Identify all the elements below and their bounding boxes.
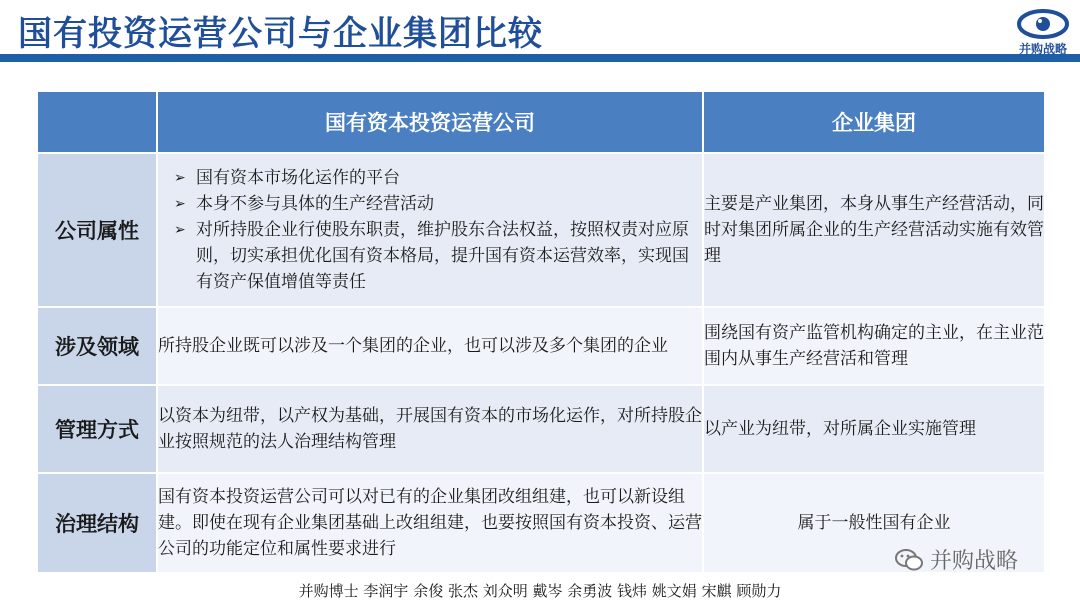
table-row-domain [37, 307, 1045, 385]
row-label: 管理方式 [37, 385, 157, 473]
watermark-text: 并购战略 [930, 549, 1019, 574]
footer-authors: 并购博士 李润宇 余俊 张杰 刘众明 戴岑 余勇波 钱炜 姚文娟 宋麒 顾勋力 [298, 582, 782, 600]
cell-state-capital: 所持股企业既可以涉及一个集团的企业，也可以涉及多个集团的企业 [157, 307, 703, 385]
table-row-management-method [37, 385, 1045, 473]
header-state-capital-company: 国有资本投资运营公司 [157, 91, 703, 153]
cell-enterprise-group: 围绕国有资产监管机构确定的主业，在主业范围内从事生产经营活和管理 [703, 307, 1045, 385]
cell-state-capital [157, 153, 703, 307]
wechat-icon [894, 548, 924, 572]
header-enterprise-group: 企业集团 [703, 91, 1045, 153]
title-underline [0, 54, 1080, 62]
bullet-item: ➢ 本身不参与具体的生产经营活动 [174, 191, 702, 217]
row-label: 涉及领域 [37, 307, 157, 385]
comparison-table [36, 90, 1046, 574]
bullet-item: ➢ 对所持股企业行使股东职责，维护股东合法权益，按照权责对应原则，切实承担优化国有资本格局，提升国有资本运营效率，实现国有资产保值增值等责任 [174, 217, 702, 295]
cell-enterprise-group: 以产业为纽带，对所属企业实施管理 [703, 385, 1045, 473]
page-title: 国有投资运营公司与企业集团比较 [18, 14, 543, 54]
table-row-company-attribute [37, 153, 1045, 307]
cell-enterprise-group: 主要是产业集团，本身从事生产经营活动，同时对集团所属企业的生产经营活动实施有效管理 [703, 153, 1045, 307]
cell-enterprise-group: 属于一般性国有企业 [703, 473, 1045, 573]
table-header-row [37, 91, 1045, 153]
bullet-list [174, 165, 702, 295]
row-label: 公司属性 [37, 153, 157, 307]
logo-text: 并购战略 [1018, 42, 1067, 56]
header-empty-cell [37, 91, 157, 153]
wechat-watermark [894, 544, 1018, 575]
bullet-item: ➢ 国有资本市场化运作的平台 [174, 165, 702, 191]
cell-state-capital: 以资本为纽带，以产权为基础，开展国有资本的市场化运作，对所持股企业按照规范的法人治理结构管理 [157, 385, 703, 473]
cell-state-capital: 国有资本投资运营公司可以对已有的企业集团改组组建，也可以新设组建。即使在现有企业集团基础上改组组建，也要按照国有资本投资、运营公司的功能定位和属性要求进行 [157, 473, 703, 573]
row-label: 治理结构 [37, 473, 157, 573]
